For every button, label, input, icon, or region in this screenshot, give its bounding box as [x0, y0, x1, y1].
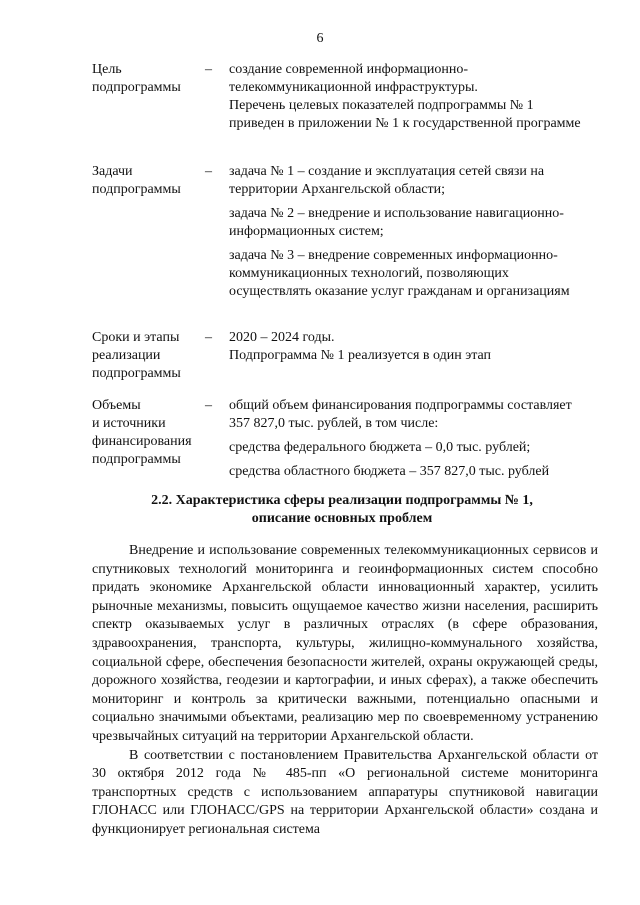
passport-content-funding: [229, 397, 592, 481]
passport-label-terms: [92, 329, 205, 397]
label-line: Задачи: [92, 164, 133, 179]
passport-content-terms: [229, 329, 592, 397]
passport-content-goal: [229, 61, 592, 163]
label-line: и источники: [92, 416, 166, 431]
passport-item: 2020 – 2024 годы.: [229, 330, 335, 345]
section-heading: [92, 492, 592, 528]
passport-row-tasks: [92, 163, 592, 329]
passport-item: Перечень целевых показателей подпрограммы № 1 приведен в приложении № 1 к государственной программе: [229, 98, 581, 131]
passport-label-funding: [92, 397, 205, 481]
dash-separator: –: [205, 164, 212, 179]
passport-item: задача № 3 – внедрение современных информационно-коммуникационных технологий, позволяющих осуществлять оказание услуг гражданам и организациям: [229, 248, 570, 299]
passport-item: средства федерального бюджета – 0,0 тыс. рублей;: [229, 440, 531, 455]
passport-row-funding: [92, 397, 592, 481]
subprogram-passport-table: [92, 61, 592, 481]
label-line: Объемы: [92, 398, 141, 413]
label-line: финансирования: [92, 434, 192, 449]
passport-item: средства областного бюджета – 357 827,0 тыс. рублей: [229, 464, 550, 479]
dash-separator: –: [205, 398, 212, 413]
passport-item: общий объем финансирования подпрограммы составляет 357 827,0 тыс. рублей, в том числе:: [229, 398, 572, 431]
section-heading-line: описание основных проблем: [251, 511, 433, 526]
section-body: [92, 542, 598, 840]
dash-separator: –: [205, 330, 212, 345]
label-line: подпрограммы: [92, 80, 181, 95]
passport-item: Подпрограмма № 1 реализуется в один этап: [229, 348, 492, 363]
passport-content-tasks: [229, 163, 592, 329]
body-paragraph: Внедрение и использование современных телекоммуникационных сервисов и спутниковых технологий мониторинга и геоинформационных систем способно придать экономике Архангельской области инновационный характер, усилить рыночные механизмы, повысить ощущаемое качество жизни населения, расширить спектр оказываемых услуг в различных отраслях (в сфере образования, здравоохранения, транспорта, культуры, жилищно-коммунального хозяйства, социальной сфере, обеспечения безопасности жителей, охраны окружающей среды, дорожного хозяйства, геодезии и картографии, и иных сферах), а также обеспечить мониторинг и контроль за критически важными, потенциально опасными и социально значимыми объектами, реализацию мер по своевременному устранению чрезвычайных ситуаций на территории Архангельской области.: [92, 543, 598, 744]
passport-row-goal: [92, 61, 592, 163]
passport-item: задача № 2 – внедрение и использование навигационно-информационных систем;: [229, 206, 564, 239]
label-line: подпрограммы: [92, 366, 181, 381]
section-heading-line: 2.2. Характеристика сферы реализации подпрограммы № 1,: [151, 493, 533, 508]
label-line: реализации: [92, 348, 161, 363]
dash-separator: –: [205, 62, 212, 77]
passport-label-goal: [92, 61, 205, 163]
passport-item: задача № 1 – создание и эксплуатация сетей связи на территории Архангельской области;: [229, 164, 545, 197]
page-number: 6: [316, 31, 324, 46]
passport-item: создание современной информационно-телекоммуникационной инфраструктуры.: [229, 62, 478, 95]
label-line: подпрограммы: [92, 452, 181, 467]
passport-label-tasks: [92, 163, 205, 329]
body-paragraph: В соответствии с постановлением Правительства Архангельской области от 30 октября 2012 года № 485-пп «О региональной системе мониторинга транспортных средств с использованием аппаратуры спутниковой навигации ГЛОНАСС или ГЛОНАСС/GPS на территории Архангельской области» создана и функционирует региональная система: [92, 747, 598, 837]
label-line: Цель: [92, 62, 122, 77]
passport-row-terms: [92, 329, 592, 397]
label-line: подпрограммы: [92, 182, 181, 197]
label-line: Сроки и этапы: [92, 330, 180, 345]
